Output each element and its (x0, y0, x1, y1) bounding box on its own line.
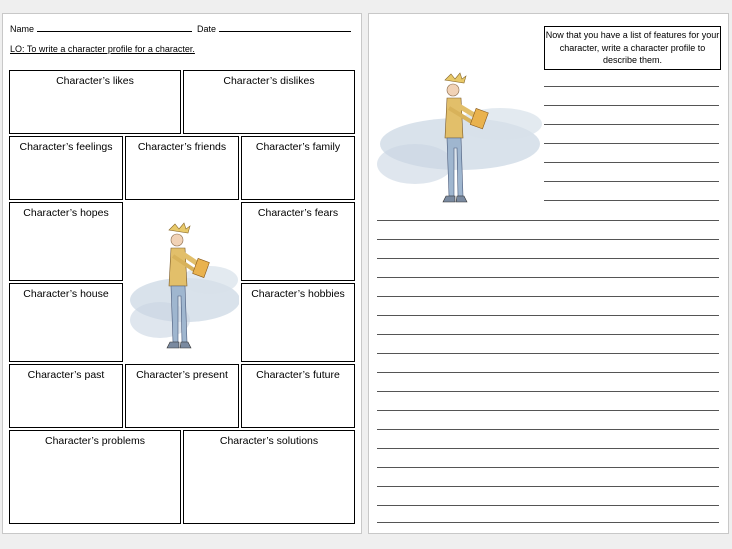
writing-line[interactable] (377, 522, 719, 523)
planning-page (2, 13, 362, 534)
box-hopes[interactable]: Character’s hopes (9, 202, 123, 281)
box-hobbies[interactable]: Character’s hobbies (241, 283, 355, 362)
writing-line[interactable] (377, 220, 719, 221)
box-dislikes[interactable]: Character’s dislikes (183, 70, 355, 134)
writing-line[interactable] (377, 315, 719, 316)
writing-line[interactable] (544, 200, 719, 201)
box-family[interactable]: Character’s family (241, 136, 355, 200)
name-label: Name (10, 24, 35, 34)
writing-line[interactable] (544, 124, 719, 125)
writing-line[interactable] (377, 505, 719, 506)
writing-line[interactable] (377, 486, 719, 487)
writing-page (368, 13, 729, 534)
writing-line[interactable] (377, 334, 719, 335)
writing-line[interactable] (544, 86, 719, 87)
date-label: Date (197, 24, 217, 34)
box-friends[interactable]: Character’s friends (125, 136, 239, 200)
box-past[interactable]: Character’s past (9, 364, 123, 428)
writing-line[interactable] (377, 277, 719, 278)
writing-prompt: Now that you have a list of features for your character, write a character profile to describe them. (544, 26, 721, 70)
writing-line[interactable] (377, 391, 719, 392)
box-house[interactable]: Character’s house (9, 283, 123, 362)
date-underline[interactable] (219, 22, 351, 32)
writing-line[interactable] (377, 239, 719, 240)
writing-line[interactable] (377, 448, 719, 449)
box-solutions[interactable]: Character’s solutions (183, 430, 355, 524)
learning-objective: LO: To write a character profile for a character. (10, 44, 195, 54)
box-fears[interactable]: Character’s fears (241, 202, 355, 281)
writing-line[interactable] (544, 181, 719, 182)
writing-line[interactable] (544, 143, 719, 144)
writing-line[interactable] (544, 162, 719, 163)
box-likes[interactable]: Character’s likes (9, 70, 181, 134)
name-underline[interactable] (37, 22, 192, 32)
box-problems[interactable]: Character’s problems (9, 430, 181, 524)
writing-line[interactable] (377, 429, 719, 430)
box-present[interactable]: Character’s present (125, 364, 239, 428)
writing-line[interactable] (377, 296, 719, 297)
box-future[interactable]: Character’s future (241, 364, 355, 428)
name-field[interactable] (10, 22, 192, 34)
writing-line[interactable] (377, 372, 719, 373)
writing-line[interactable] (377, 258, 719, 259)
date-field[interactable] (197, 22, 351, 34)
box-feelings[interactable]: Character’s feelings (9, 136, 123, 200)
writing-line[interactable] (377, 353, 719, 354)
writing-line[interactable] (544, 105, 719, 106)
boy-reading-illustration (125, 210, 239, 360)
writing-line[interactable] (377, 467, 719, 468)
writing-line[interactable] (377, 410, 719, 411)
boy-reading-illustration (375, 66, 545, 216)
